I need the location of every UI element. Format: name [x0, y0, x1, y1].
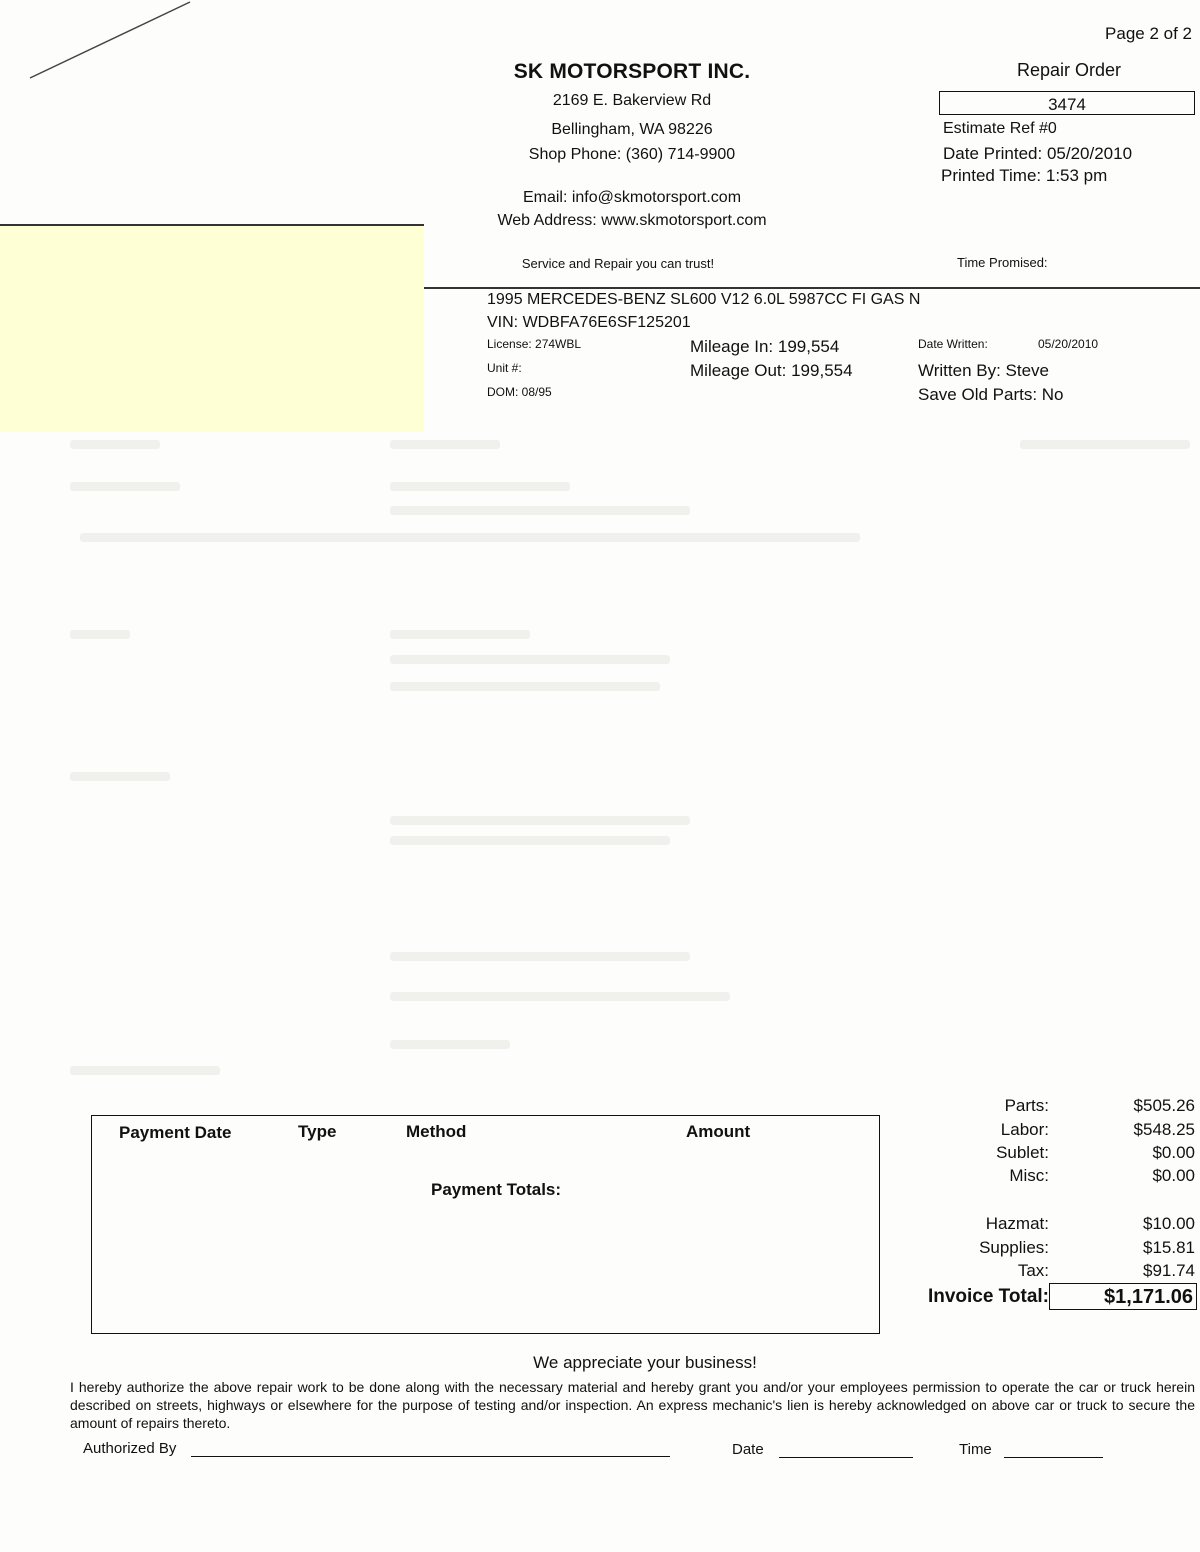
misc-label: Misc: [1009, 1166, 1049, 1185]
signature-time-label: Time [959, 1441, 992, 1458]
tax-label: Tax: [1017, 1261, 1049, 1280]
shop-name: SK MOTORSPORT INC. [513, 60, 751, 83]
sublet-amount: $0.00 [1152, 1143, 1195, 1162]
supplies-label: Supplies: [979, 1238, 1049, 1257]
signature-date-line[interactable] [779, 1457, 913, 1458]
signature-time-line[interactable] [1004, 1457, 1103, 1458]
shop-address-line2: Bellingham, WA 98226 [551, 121, 713, 138]
appreciation-message: We appreciate your business! [533, 1353, 757, 1372]
estimate-ref: Estimate Ref #0 [943, 120, 1057, 137]
invoice-total-amount: $1,171.06 [1104, 1286, 1193, 1308]
shop-email: Email: info@skmotorsport.com [522, 189, 742, 206]
vehicle-description: 1995 MERCEDES-BENZ SL600 V12 6.0L 5987CC FI GAS N [487, 291, 921, 308]
shop-website: Web Address: www.skmotorsport.com [497, 212, 767, 229]
payment-date-header: Payment Date [119, 1123, 232, 1142]
shop-address-line1: 2169 E. Bakerview Rd [552, 92, 712, 109]
parts-amount: $505.26 [1133, 1096, 1195, 1115]
repair-order-title: Repair Order [1016, 60, 1122, 80]
date-printed: Date Printed: 05/20/2010 [943, 144, 1133, 163]
payment-type-header: Type [298, 1122, 337, 1141]
sublet-label: Sublet: [996, 1143, 1049, 1162]
vehicle-vin: VIN: WDBFA76E6SF125201 [487, 314, 691, 331]
save-old-parts: Save Old Parts: No [918, 385, 1064, 404]
mileage-out: Mileage Out: 199,554 [690, 361, 853, 380]
labor-label: Labor: [1000, 1120, 1049, 1139]
payment-box [91, 1115, 880, 1334]
vehicle-license: License: 274WBL [487, 337, 582, 351]
labor-amount: $548.25 [1133, 1120, 1195, 1139]
shop-phone: Shop Phone: (360) 714-9900 [528, 146, 736, 163]
payment-method-header: Method [406, 1122, 467, 1141]
parts-label: Parts: [1004, 1096, 1049, 1115]
sticky-note-redaction [0, 226, 424, 432]
divider-header [424, 287, 1200, 289]
tax-amount: $91.74 [1143, 1261, 1195, 1280]
vehicle-dom: DOM: 08/95 [487, 385, 552, 399]
hazmat-label: Hazmat: [985, 1214, 1049, 1233]
payment-totals-label: Payment Totals: [431, 1180, 562, 1199]
payment-amount-header: Amount [686, 1122, 751, 1141]
written-by: Written By: Steve [918, 361, 1050, 380]
repair-order-number: 3474 [939, 91, 1195, 115]
vehicle-unit: Unit #: [487, 361, 522, 375]
authorization-text: I hereby authorize the above repair work to be done along with the necessary material and hereby grant you and/or your employees permission to operate the car or truck herein described on streets, highways or elsewhere for the purpose of testing and/or inspection. An express mechanic's lien is hereby acknowledged on above car or truck to secure the amount of repairs thereto. [70, 1379, 1195, 1431]
authorized-by-label: Authorized By [83, 1440, 177, 1457]
show-through-texture [60, 430, 1200, 1110]
misc-amount: $0.00 [1152, 1166, 1195, 1185]
date-written-value: 05/20/2010 [1038, 337, 1099, 351]
printed-time: Printed Time: 1:53 pm [941, 166, 1108, 185]
date-written-label: Date Written: [918, 337, 988, 351]
time-promised: Time Promised: [957, 255, 1048, 270]
shop-slogan: Service and Repair you can trust! [521, 256, 715, 271]
mileage-in: Mileage In: 199,554 [690, 337, 840, 356]
supplies-amount: $15.81 [1143, 1238, 1195, 1257]
authorized-by-signature-line[interactable] [191, 1456, 670, 1457]
page-fold-mark [0, 0, 200, 90]
page-number: Page 2 of 2 [1105, 24, 1192, 43]
invoice-total-label: Invoice Total: [927, 1286, 1049, 1307]
hazmat-amount: $10.00 [1143, 1214, 1195, 1233]
signature-date-label: Date [732, 1441, 764, 1458]
